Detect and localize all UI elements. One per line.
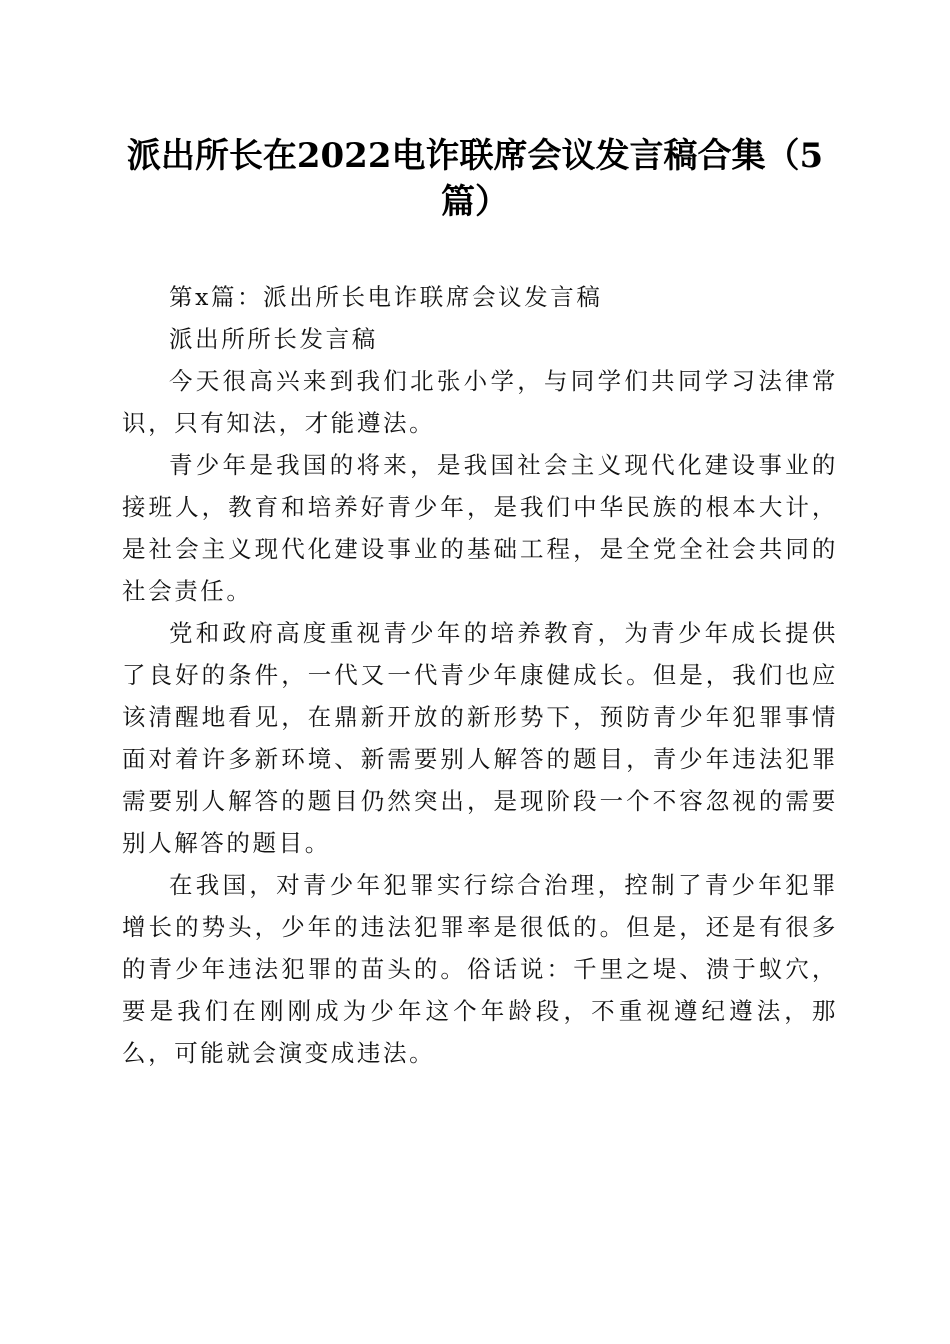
paragraph: 党和政府高度重视青少年的培养教育，为青少年成长提供了良好的条件，一代又一代青少年康健成长。但是，我们也应该清醒地看见，在鼎新开放的新形势下，预防青少年犯罪事情面对着许多新环境、新需要别人解答的题目，青少年违法犯罪需要别人解答的题目仍然突出，是现阶段一个不容忽视的需要别人解答的题目。 [122, 619, 838, 857]
paragraph-section-heading: 第x篇：派出所长电诈联席会议发言稿 [169, 283, 603, 311]
document-body [122, 276, 838, 1074]
paragraph: 在我国，对青少年犯罪实行综合治理，控制了青少年犯罪增长的势头，少年的违法犯罪率是很低的。但是，还是有很多的青少年违法犯罪的苗头的。俗话说：千里之堤、溃于蚁穴，要是我们在刚刚成为少年这个年龄段，不重视遵纪遵法，那么，可能就会演变成违法。 [122, 871, 838, 1067]
paragraph-subtitle: 派出所所长发言稿 [169, 325, 378, 353]
paragraph: 青少年是我国的将来，是我国社会主义现代化建设事业的接班人，教育和培养好青少年，是我们中华民族的根本大计，是社会主义现代化建设事业的基础工程，是全党全社会共同的社会责任。 [122, 451, 838, 605]
document-title: 派出所长在2022电诈联席会议发言稿合集（5篇） [126, 136, 824, 222]
paragraph: 今天很高兴来到我们北张小学，与同学们共同学习法律常识，只有知法，才能遵法。 [122, 367, 838, 437]
